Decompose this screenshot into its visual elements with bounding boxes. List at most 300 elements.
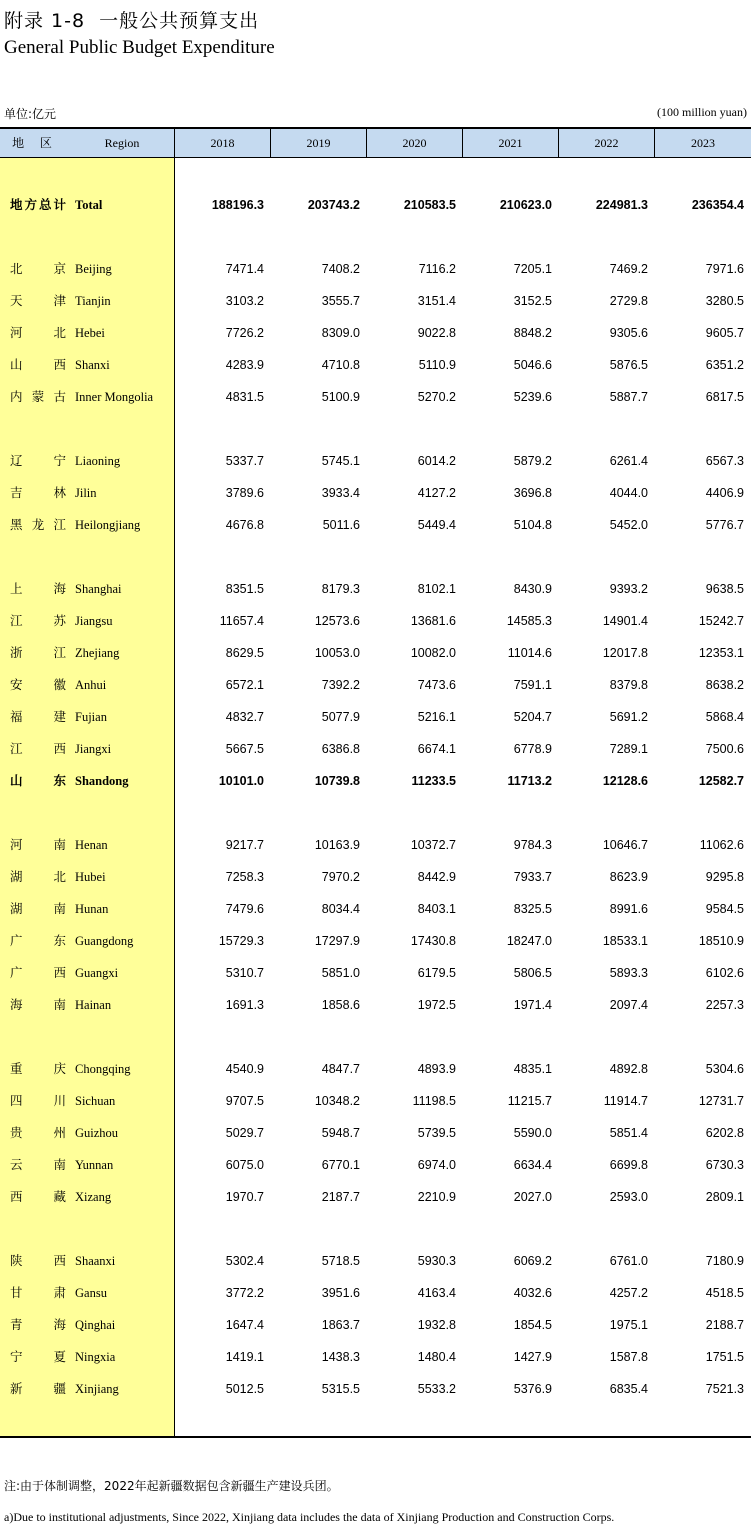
value-cell: 4032.6 [513,1286,552,1300]
value-cell: 6974.0 [417,1158,456,1172]
value-cell: 5310.7 [225,966,264,980]
value-cell: 5216.1 [417,710,456,724]
region-name-en: Shaanxi [75,1254,116,1268]
value-cell: 9784.3 [513,838,552,852]
value-cell: 6202.8 [705,1126,744,1140]
value-cell: 4127.2 [417,486,456,500]
value-cell: 11215.7 [507,1094,552,1108]
value-cell: 8034.4 [321,902,360,916]
region-name-en: Gansu [75,1286,107,1300]
value-cell: 18533.1 [602,934,648,948]
value-cell: 11713.2 [507,774,552,788]
region-name-en: Fujian [75,710,107,724]
table-row [0,323,751,343]
region-name-cn: 西 藏 [10,1189,66,1204]
value-cell: 5930.3 [417,1254,456,1268]
value-cell: 4257.2 [609,1286,648,1300]
value-cell: 15242.7 [698,614,744,628]
value-cell: 3696.8 [513,486,552,500]
value-cell: 1647.4 [225,1318,264,1332]
value-cell: 6778.9 [513,742,552,756]
value-cell: 5806.5 [513,966,552,980]
value-cell: 14901.4 [602,614,648,628]
value-cell: 6770.1 [321,1158,360,1172]
value-cell: 9707.5 [225,1094,264,1108]
value-cell: 7116.2 [418,262,456,276]
value-cell: 7469.2 [609,262,648,276]
value-cell: 8179.3 [321,582,360,596]
value-cell: 10101.0 [218,774,264,788]
value-cell: 17430.8 [410,934,456,948]
value-cell: 3103.2 [225,294,264,308]
region-name-cn: 海 南 [10,997,66,1012]
value-cell: 6817.5 [705,390,744,404]
value-cell: 6699.8 [609,1158,648,1172]
value-cell: 2027.0 [513,1190,552,1204]
value-cell: 1970.7 [225,1190,264,1204]
value-cell: 6386.8 [321,742,360,756]
region-name-cn: 江 苏 [10,613,66,628]
value-cell: 1751.5 [705,1350,744,1364]
region-name-cn: 新 疆 [10,1381,66,1396]
value-cell: 5046.6 [513,358,552,372]
value-cell: 7726.2 [225,326,264,340]
region-name-cn: 天 津 [10,293,66,308]
region-name-cn: 上 海 [10,581,66,596]
value-cell: 11233.5 [411,774,456,788]
region-name-cn: 甘 肃 [10,1285,66,1300]
value-cell: 6730.3 [705,1158,744,1172]
value-cell: 4676.8 [225,518,264,532]
value-cell: 210583.5 [403,198,456,212]
value-cell: 5776.7 [705,518,744,532]
table-row [0,1091,751,1111]
value-cell: 5100.9 [321,390,360,404]
page-title-en: General Public Budget Expenditure [4,37,275,58]
value-cell: 11062.6 [699,838,744,852]
value-cell: 5851.0 [321,966,360,980]
table-row [0,1283,751,1303]
region-name-en: Chongqing [75,1062,131,1076]
value-cell: 8623.9 [609,870,648,884]
value-cell: 8991.6 [609,902,648,916]
region-name-en: Hubei [75,870,106,884]
value-cell: 7471.4 [225,262,264,276]
region-name-cn: 北 京 [10,261,66,276]
region-name-en: Total [75,198,103,212]
value-cell: 4406.9 [705,486,744,500]
value-cell: 3280.5 [705,294,744,308]
value-cell: 8351.5 [225,582,264,596]
value-cell: 8848.2 [513,326,552,340]
value-cell: 4710.8 [321,358,360,372]
value-cell: 5691.2 [609,710,648,724]
table-row [0,1347,751,1367]
region-name-cn: 宁 夏 [10,1349,66,1364]
region-name-cn: 黑龙江 [10,517,66,532]
value-cell: 2593.0 [609,1190,648,1204]
value-cell: 5887.7 [609,390,648,404]
region-name-en: Inner Mongolia [75,390,154,404]
value-cell: 2097.4 [609,998,648,1012]
value-cell: 5012.5 [225,1382,264,1396]
region-name-cn: 内蒙古 [10,389,66,404]
region-name-en: Jiangxi [75,742,112,756]
region-name-en: Guizhou [75,1126,119,1140]
value-cell: 5077.9 [321,710,360,724]
value-cell: 6261.4 [609,454,648,468]
table-row [0,355,751,375]
table-row [0,259,751,279]
value-cell: 5876.5 [609,358,648,372]
value-cell: 2187.7 [321,1190,360,1204]
value-cell: 3555.7 [321,294,360,308]
value-cell: 9638.5 [705,582,744,596]
value-cell: 10348.2 [314,1094,360,1108]
value-cell: 5590.0 [513,1126,552,1140]
value-cell: 7408.2 [321,262,360,276]
region-name-cn: 湖 北 [10,869,66,884]
value-cell: 5667.5 [225,742,264,756]
value-cell: 6761.0 [609,1254,648,1268]
region-name-cn: 广 东 [10,933,66,948]
region-name-cn: 福 建 [10,709,66,724]
value-cell: 7591.1 [513,678,552,692]
value-cell: 5110.9 [418,358,456,372]
region-name-cn: 山 西 [10,357,66,372]
value-cell: 5304.6 [705,1062,744,1076]
value-cell: 210623.0 [499,198,552,212]
value-cell: 4847.7 [321,1062,360,1076]
value-cell: 3789.6 [225,486,264,500]
value-cell: 10053.0 [314,646,360,660]
value-cell: 7180.9 [705,1254,744,1268]
table-row [0,771,751,791]
table-row [0,1123,751,1143]
value-cell: 5315.5 [321,1382,360,1396]
table-row [0,483,751,503]
table-row [0,1059,751,1079]
region-name-en: Xizang [75,1190,112,1204]
note-en: a)Due to institutional adjustments, Since 2022, Xinjiang data includes the data of Xinjiang Production and Construction Corps. [4,1510,615,1524]
value-cell: 1932.8 [417,1318,456,1332]
value-cell: 8430.9 [513,582,552,596]
table-row [0,1379,751,1399]
region-name-cn: 吉 林 [10,485,66,500]
value-cell: 8629.5 [225,646,264,660]
value-cell: 7521.3 [705,1382,744,1396]
value-cell: 7500.6 [705,742,744,756]
value-cell: 12128.6 [602,774,648,788]
value-cell: 9605.7 [705,326,744,340]
value-cell: 1854.5 [513,1318,552,1332]
value-cell: 12582.7 [698,774,744,788]
value-cell: 5948.7 [321,1126,360,1140]
value-cell: 7289.1 [609,742,648,756]
value-cell: 5011.6 [322,518,360,532]
value-cell: 5449.4 [417,518,456,532]
region-name-en: Henan [75,838,108,852]
region-name-cn: 云 南 [10,1157,66,1172]
header-year-2021: 2021 [462,129,558,157]
value-cell: 9305.6 [609,326,648,340]
value-cell: 13681.6 [410,614,456,628]
value-cell: 1427.9 [513,1350,552,1364]
value-cell: 224981.3 [595,198,648,212]
value-cell: 236354.4 [691,198,744,212]
table-row [0,675,751,695]
region-name-en: Anhui [75,678,107,692]
table-row [0,451,751,471]
table-row [0,515,751,535]
region-name-en: Jilin [75,486,97,500]
region-name-en: Heilongjiang [75,518,141,532]
header-year-2022: 2022 [558,129,654,157]
value-cell: 7473.6 [417,678,456,692]
value-cell: 5204.7 [513,710,552,724]
value-cell: 5879.2 [513,454,552,468]
value-cell: 5868.4 [705,710,744,724]
table-row [0,387,751,407]
region-name-en: Beijing [75,262,112,276]
value-cell: 4892.8 [609,1062,648,1076]
value-cell: 5745.1 [321,454,360,468]
value-cell: 5533.2 [417,1382,456,1396]
value-cell: 8325.5 [513,902,552,916]
region-name-en: Liaoning [75,454,121,468]
value-cell: 9584.5 [705,902,744,916]
table-row [0,611,751,631]
region-name-en: Hunan [75,902,109,916]
value-cell: 1587.8 [609,1350,648,1364]
value-cell: 15729.3 [218,934,264,948]
value-cell: 1419.1 [225,1350,264,1364]
value-cell: 9022.8 [417,326,456,340]
table-row [0,899,751,919]
region-name-cn: 江 西 [10,741,66,756]
value-cell: 6075.0 [225,1158,264,1172]
header-year-2023: 2023 [654,129,751,157]
region-name-en: Yunnan [75,1158,114,1172]
region-name-en: Qinghai [75,1318,116,1332]
value-cell: 2809.1 [705,1190,744,1204]
value-cell: 188196.3 [211,198,264,212]
region-column-background [0,158,175,1436]
value-cell: 17297.9 [314,934,360,948]
value-cell: 4518.5 [705,1286,744,1300]
value-cell: 7970.2 [321,870,360,884]
value-cell: 9217.7 [225,838,264,852]
value-cell: 5718.5 [321,1254,360,1268]
table-row [0,1155,751,1175]
value-cell: 12573.6 [314,614,360,628]
region-name-en: Sichuan [75,1094,116,1108]
region-name-en: Jiangsu [75,614,113,628]
value-cell: 1972.5 [417,998,456,1012]
value-cell: 6674.1 [417,742,456,756]
value-cell: 2188.7 [705,1318,744,1332]
region-name-en: Ningxia [75,1350,116,1364]
table-row [0,995,751,1015]
table-row [0,579,751,599]
value-cell: 5739.5 [417,1126,456,1140]
table-row [0,739,751,759]
value-cell: 7479.6 [225,902,264,916]
value-cell: 7392.2 [321,678,360,692]
value-cell: 12353.1 [698,646,744,660]
value-cell: 8442.9 [417,870,456,884]
value-cell: 3152.5 [513,294,552,308]
value-cell: 11014.6 [507,646,552,660]
table-row [0,835,751,855]
region-name-cn: 辽 宁 [10,453,66,468]
region-name-cn: 青 海 [10,1317,66,1332]
value-cell: 5104.8 [513,518,552,532]
region-name-en: Zhejiang [75,646,120,660]
value-cell: 5270.2 [417,390,456,404]
header-region-en: Region [104,136,140,150]
value-cell: 1971.4 [513,998,552,1012]
table-row [0,1187,751,1207]
value-cell: 6069.2 [513,1254,552,1268]
value-cell: 1863.7 [321,1318,360,1332]
value-cell: 5337.7 [225,454,264,468]
value-cell: 10646.7 [602,838,648,852]
value-cell: 7205.1 [513,262,552,276]
value-cell: 5302.4 [225,1254,264,1268]
value-cell: 18247.0 [506,934,552,948]
value-cell: 10163.9 [314,838,360,852]
header-year-2019: 2019 [270,129,366,157]
table-row [0,1251,751,1271]
value-cell: 7971.6 [705,262,744,276]
value-cell: 11657.4 [219,614,264,628]
value-cell: 5239.6 [513,390,552,404]
region-name-en: Xinjiang [75,1382,119,1396]
value-cell: 6572.1 [225,678,264,692]
header-region-cn: 地 区 [12,136,58,150]
value-cell: 6014.2 [417,454,456,468]
value-cell: 9295.8 [705,870,744,884]
table-row [0,931,751,951]
value-cell: 203743.2 [307,198,360,212]
table-header [0,129,751,158]
table-row [0,707,751,727]
value-cell: 4163.4 [417,1286,456,1300]
unit-label-cn: 单位:亿元 [4,107,57,121]
value-cell: 12731.7 [698,1094,744,1108]
value-cell: 9393.2 [609,582,648,596]
note-cn: 注:由于体制调整，2022年起新疆数据包含新疆生产建设兵团。 [4,1479,339,1493]
value-cell: 8638.2 [705,678,744,692]
table-row [0,867,751,887]
value-cell: 6567.3 [705,454,744,468]
page-title-cn: 附录 1-8 一般公共预算支出 [4,10,260,32]
value-cell: 4831.5 [225,390,264,404]
region-name-en: Shandong [75,774,129,788]
value-cell: 4044.0 [609,486,648,500]
value-cell: 1858.6 [321,998,360,1012]
region-name-cn: 贵 州 [10,1125,66,1140]
value-cell: 4893.9 [417,1062,456,1076]
value-cell: 8102.1 [417,582,456,596]
region-name-cn: 地方总计 [10,197,66,212]
value-cell: 7933.7 [513,870,552,884]
table-bottom-rule [0,1436,751,1438]
value-cell: 3772.2 [225,1286,264,1300]
region-name-cn: 重 庆 [10,1061,66,1076]
value-cell: 4540.9 [225,1062,264,1076]
region-name-en: Hainan [75,998,112,1012]
value-cell: 3151.4 [417,294,456,308]
value-cell: 1480.4 [417,1350,456,1364]
region-name-en: Guangdong [75,934,134,948]
region-name-cn: 浙 江 [10,645,66,660]
table-row [0,963,751,983]
header-year-2020: 2020 [366,129,462,157]
value-cell: 6835.4 [609,1382,648,1396]
value-cell: 3951.6 [321,1286,360,1300]
value-cell: 5452.0 [609,518,648,532]
region-name-cn: 四 川 [10,1093,66,1108]
region-name-cn: 山 东 [10,773,66,788]
value-cell: 8403.1 [417,902,456,916]
table-row [0,291,751,311]
value-cell: 12017.8 [602,646,648,660]
region-name-cn: 河 北 [10,325,66,340]
value-cell: 4283.9 [225,358,264,372]
region-name-cn: 湖 南 [10,901,66,916]
value-cell: 10739.8 [314,774,360,788]
region-name-en: Guangxi [75,966,119,980]
value-cell: 6351.2 [705,358,744,372]
region-name-cn: 安 徽 [10,677,66,692]
value-cell: 4832.7 [225,710,264,724]
value-cell: 1975.1 [609,1318,648,1332]
value-cell: 5893.3 [609,966,648,980]
region-name-cn: 河 南 [10,837,66,852]
value-cell: 5029.7 [225,1126,264,1140]
unit-label-en: (100 million yuan) [657,105,747,119]
value-cell: 11198.5 [412,1094,456,1108]
table-row [0,643,751,663]
value-cell: 2257.3 [705,998,744,1012]
value-cell: 6102.6 [705,966,744,980]
value-cell: 2210.9 [417,1190,456,1204]
value-cell: 1691.3 [225,998,264,1012]
header-year-2018: 2018 [174,129,270,157]
table-row [0,195,751,215]
value-cell: 2729.8 [609,294,648,308]
value-cell: 6179.5 [417,966,456,980]
table-row [0,1315,751,1335]
value-cell: 5851.4 [609,1126,648,1140]
value-cell: 5376.9 [513,1382,552,1396]
region-name-en: Tianjin [75,294,111,308]
value-cell: 8379.8 [609,678,648,692]
value-cell: 4835.1 [513,1062,552,1076]
value-cell: 3933.4 [321,486,360,500]
region-name-en: Shanxi [75,358,110,372]
value-cell: 10082.0 [410,646,456,660]
value-cell: 14585.3 [506,614,552,628]
value-cell: 6634.4 [513,1158,552,1172]
value-cell: 10372.7 [410,838,456,852]
value-cell: 8309.0 [321,326,360,340]
value-cell: 11914.7 [603,1094,648,1108]
value-cell: 1438.3 [321,1350,360,1364]
value-cell: 18510.9 [698,934,744,948]
